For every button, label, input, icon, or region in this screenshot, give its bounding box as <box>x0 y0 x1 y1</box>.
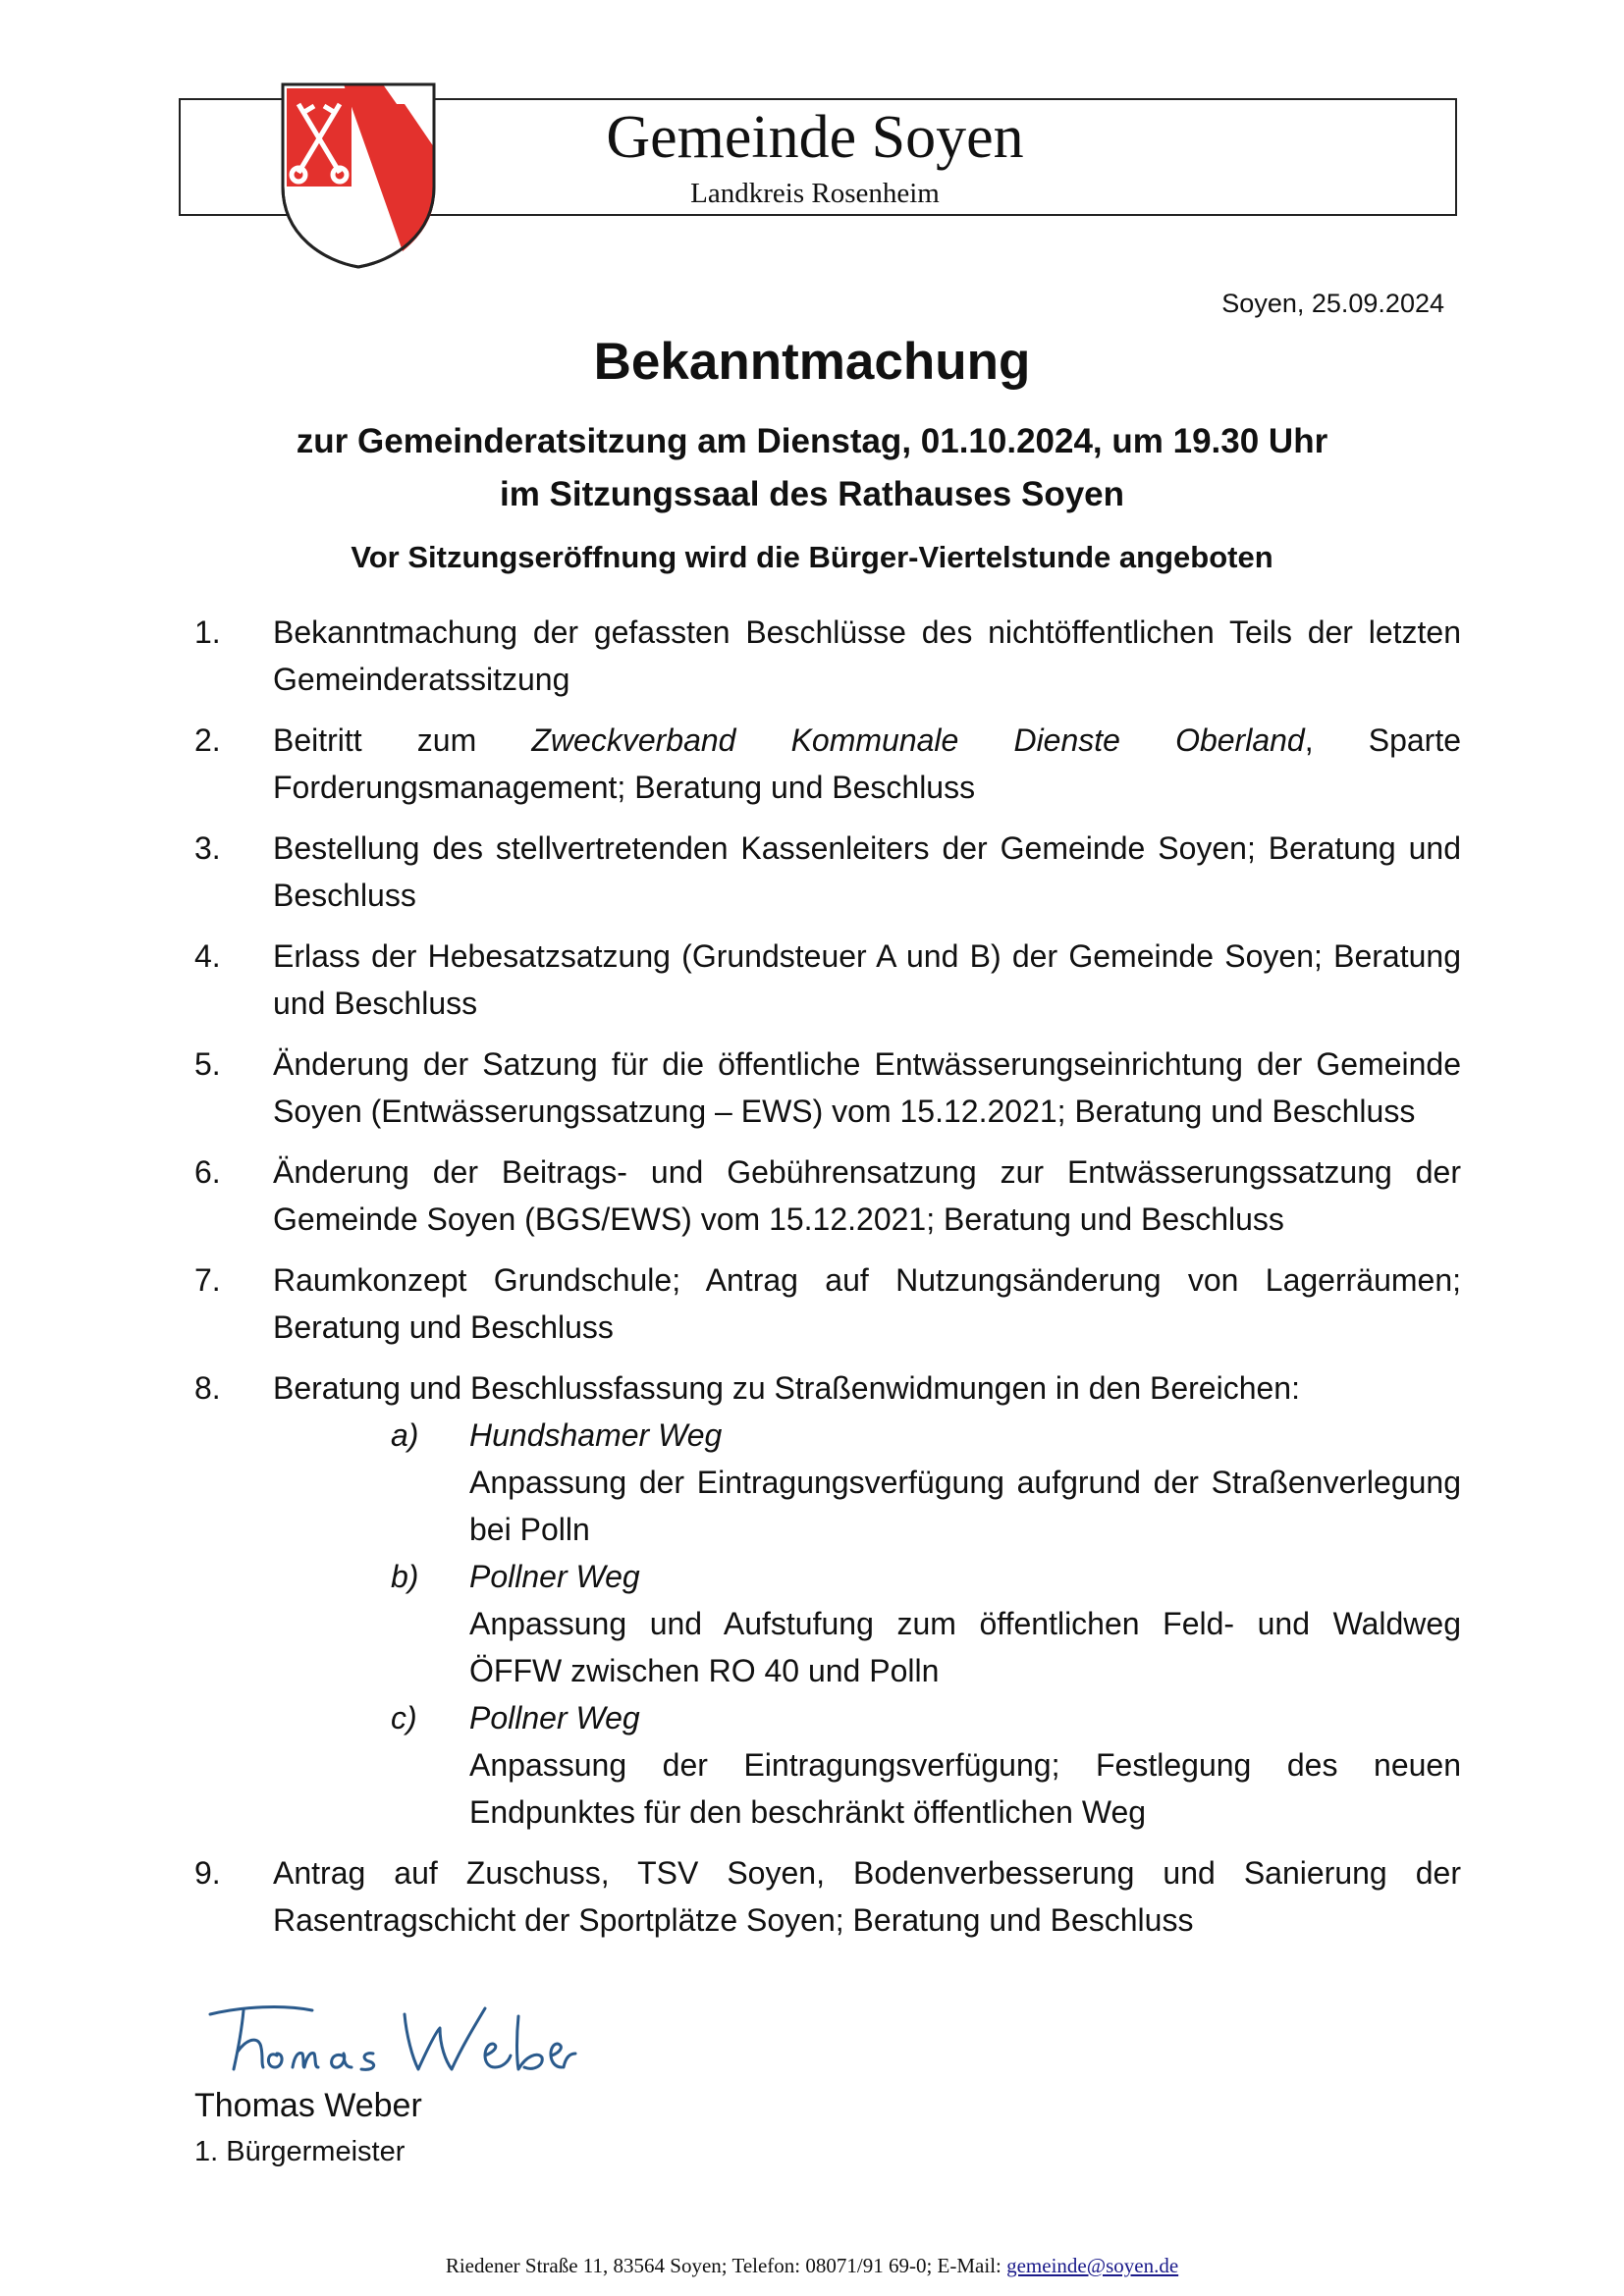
agenda-text-block <box>273 1364 1461 1836</box>
subitem-letter: b) <box>391 1559 419 1594</box>
agenda-list <box>194 609 1461 1957</box>
agenda-subitem <box>391 1412 1461 1553</box>
agenda-sublist <box>273 1412 1461 1836</box>
page-title: Bekanntmachung <box>593 333 1031 391</box>
agenda-text: Bestellung des stellvertretenden Kassenleiters der Gemeinde Soyen; Beratung und Beschluss <box>273 830 1461 913</box>
meeting-subtitle: zur Gemeinderatsitzung am Dienstag, 01.10.2024, um 19.30 Uhr <box>296 422 1328 460</box>
org-district: Landkreis Rosenheim <box>690 178 940 209</box>
agenda-number: 1. <box>194 614 221 650</box>
signer-name: Thomas Weber <box>194 2087 422 2124</box>
subitem-body <box>469 1694 1461 1836</box>
agenda-text-italic: Zweckverband Kommunale Dienste Oberland <box>531 722 1305 758</box>
agenda-item <box>194 825 1461 919</box>
subitem-heading: Pollner Weg <box>469 1559 640 1594</box>
agenda-number: 3. <box>194 830 221 866</box>
agenda-number: 8. <box>194 1370 221 1406</box>
agenda-text-part: Beitritt zum <box>273 722 532 758</box>
footer-address: Riedener Straße 11, 83564 Soyen; Telefon: 08071/91 69-0; E-Mail: <box>445 2254 1007 2277</box>
agenda-item <box>194 1041 1461 1135</box>
subitem-letter: c) <box>391 1700 417 1735</box>
meeting-location: im Sitzungssaal des Rathauses Soyen <box>499 475 1125 513</box>
org-name: Gemeinde Soyen <box>606 104 1024 171</box>
agenda-item <box>194 1364 1461 1836</box>
agenda-item <box>194 1849 1461 1944</box>
subitem-body <box>469 1553 1461 1694</box>
document-date: Soyen, 25.09.2024 <box>1221 289 1444 318</box>
agenda-item <box>194 933 1461 1027</box>
subitem-heading: Pollner Weg <box>469 1700 640 1735</box>
agenda-subitem <box>391 1694 1461 1836</box>
agenda-number: 2. <box>194 722 221 758</box>
subitem-heading: Hundshamer Weg <box>469 1417 723 1453</box>
agenda-item <box>194 1256 1461 1351</box>
coat-of-arms-logo <box>275 79 442 271</box>
agenda-text: Antrag auf Zuschuss, TSV Soyen, Bodenverbesserung und Sanierung der Rasentragschicht der Sportplätze Soyen; Beratung und Beschluss <box>273 1855 1461 1938</box>
subitem-description: Anpassung und Aufstufung zum öffentlichen Feld- und Waldweg ÖFFW zwischen RO 40 und Polln <box>469 1606 1461 1688</box>
agenda-number: 7. <box>194 1262 221 1298</box>
agenda-item <box>194 1148 1461 1243</box>
agenda-text: Änderung der Beitrags- und Gebührensatzung zur Entwässerungssatzung der Gemeinde Soyen (BGS/EWS) vom 15.12.2021; Beratung und Beschluss <box>273 1154 1461 1237</box>
agenda-item <box>194 609 1461 703</box>
agenda-text: Erlass der Hebesatzsatzung (Grundsteuer A und B) der Gemeinde Soyen; Beratung und Beschluss <box>273 938 1461 1021</box>
subitem-description: Anpassung der Eintragungsverfügung; Festlegung des neuen Endpunktes für den beschränkt öffentlichen Weg <box>469 1747 1461 1830</box>
agenda-text: Raumkonzept Grundschule; Antrag auf Nutzungsänderung von Lagerräumen; Beratung und Beschluss <box>273 1262 1461 1345</box>
agenda-subitem <box>391 1553 1461 1694</box>
citizen-hour-note: Vor Sitzungseröffnung wird die Bürger-Viertelstunde angeboten <box>351 540 1273 574</box>
agenda-text: Beratung und Beschlussfassung zu Straßenwidmungen in den Bereichen: <box>273 1370 1300 1406</box>
agenda-number: 9. <box>194 1855 221 1891</box>
handwritten-signature <box>204 1993 577 2081</box>
agenda-number: 4. <box>194 938 221 974</box>
subitem-letter: a) <box>391 1417 419 1453</box>
email-link[interactable]: gemeinde@soyen.de <box>1006 2254 1179 2277</box>
agenda-item <box>194 717 1461 811</box>
subitem-description: Anpassung der Eintragungsverfügung aufgrund der Straßenverlegung bei Polln <box>469 1465 1461 1547</box>
agenda-number: 6. <box>194 1154 221 1190</box>
agenda-text: Bekanntmachung der gefassten Beschlüsse des nichtöffentlichen Teils der letzten Gemeinderatssitzung <box>273 614 1461 697</box>
signer-role: 1. Bürgermeister <box>194 2136 406 2167</box>
agenda-number: 5. <box>194 1046 221 1082</box>
agenda-text <box>273 717 1461 811</box>
agenda-text: Änderung der Satzung für die öffentliche Entwässerungseinrichtung der Gemeinde Soyen (Entwässerungssatzung – EWS) vom 15.12.2021; Beratung und Beschluss <box>273 1046 1461 1129</box>
subitem-body <box>469 1412 1461 1553</box>
footer-contact <box>0 2254 1624 2278</box>
agenda-text-part: , Sparte Forderungsmanagement; Beratung und Beschluss <box>273 722 1462 805</box>
